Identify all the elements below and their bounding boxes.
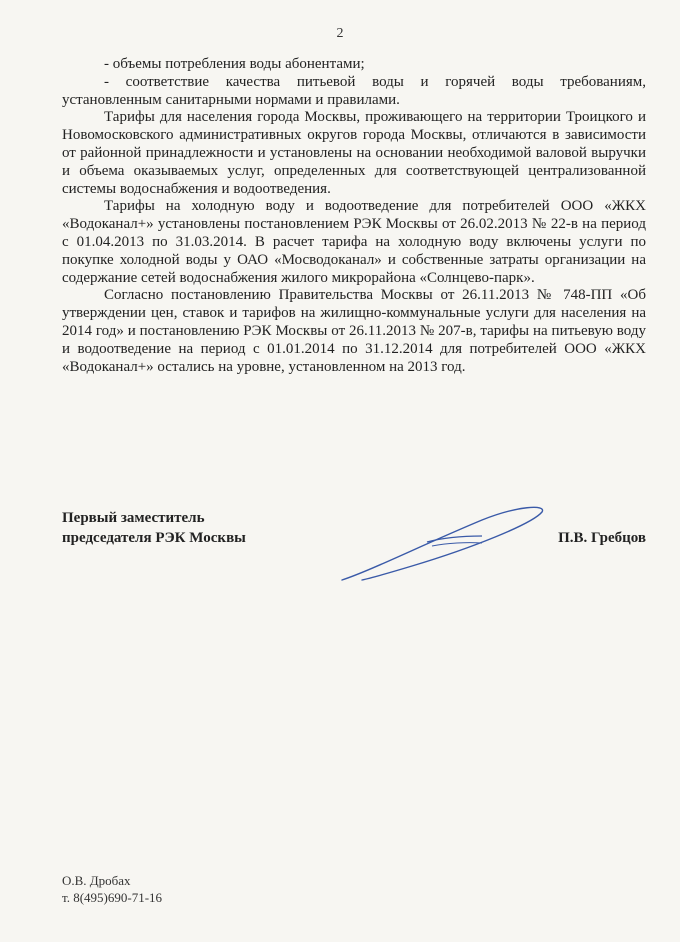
executor-phone: т. 8(495)690-71-16 [62,890,163,905]
list-item-consumption: - объемы потребления воды абонентами; [104,56,365,72]
signer-title-line2: председателя РЭК Москвы [62,530,246,546]
signer-title [62,508,246,548]
executor-footer [62,872,162,906]
handwritten-signature [332,500,572,590]
page-number: 2 [336,26,344,41]
paragraph-tariffs-population: Тарифы для населения города Москвы, проживающего на территории Троицкого и Новомосковского административных округов города Москвы, отличаются в зависимости от районной принадлежности и установлены на основании необходимой валовой выручки и объема оказываемых услуг, определенных для соответствующей централизованной системы водоснабжения и водоотведения. [62,109,646,197]
signer-title-line1: Первый заместитель [62,510,205,526]
letter-body [62,56,646,376]
paragraph-resolution: Согласно постановлению Правительства Москвы от 26.11.2013 № 748-ПП «Об утверждении цен, ставок и тарифов на жилищно-коммунальные услуги для населения на 2014 год» и постановлению РЭК Москвы от 26.11.2013 № 207-в, тарифы на питьевую воду и водоотведение на период с 01.01.2014 по 31.12.2014 для потребителей ООО «ЖКХ «Водоканал+» остались на уровне, установленном на 2013 год. [62,287,646,375]
list-item-quality: - соответствие качества питьевой воды и горячей воды требованиям, установленным санитарными нормами и правилами. [62,73,646,108]
executor-name: О.В. Дробах [62,873,131,888]
signature-block [62,508,646,588]
paragraph-tariffs-vodokanal: Тарифы на холодную воду и водоотведение для потребителей ООО «ЖКХ «Водоканал+» установлены постановлением РЭК Москвы от 26.02.2013 № 22-в на период с 01.04.2013 по 31.03.2014. В расчет тарифа на холодную воду включены услуги по покупке холодной воды у ОАО «Мосводоканал» и собственные затраты организации на содержание сетей водоснабжения жилого микрорайона «Солнцево-парк». [62,198,646,286]
signer-name: П.В. Гребцов [558,530,646,546]
